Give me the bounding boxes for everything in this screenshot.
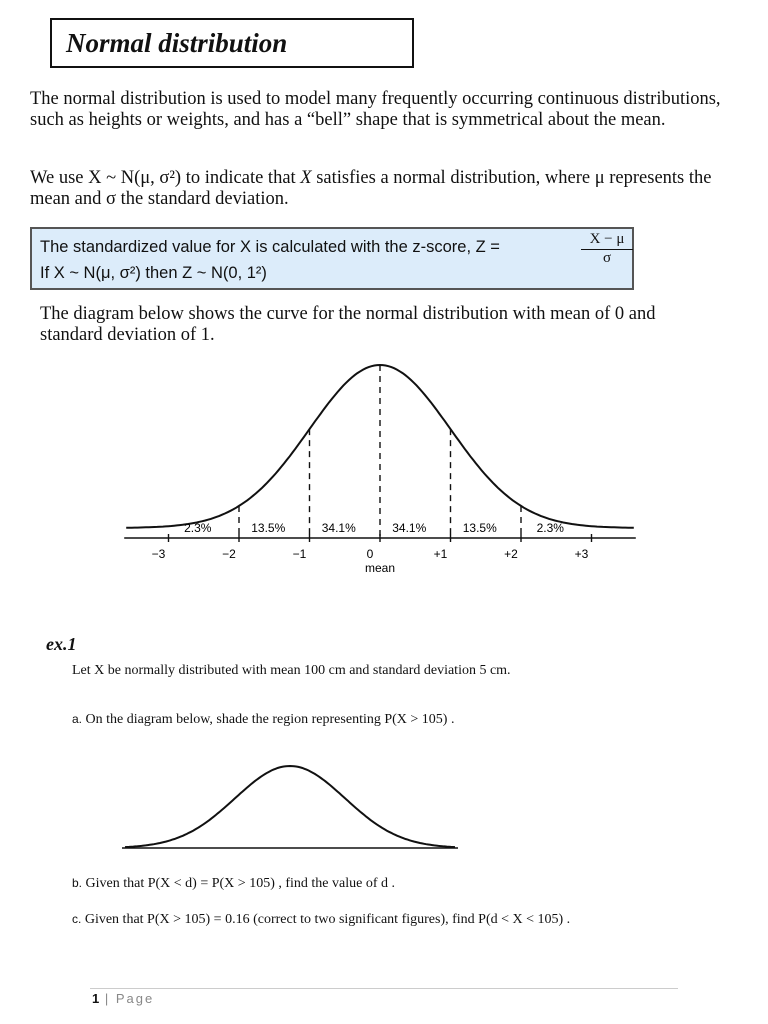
percent-label-0: 2.3%: [184, 521, 212, 535]
example-prompt: Let X be normally distributed with mean 100 cm and standard deviation 5 cm.: [72, 663, 511, 678]
question-b-label: b.: [72, 876, 83, 890]
page-footer: [92, 991, 154, 1006]
page-separator: |: [99, 991, 116, 1006]
zscore-line: The standardized value for X is calculated with the z-score, Z =: [40, 238, 500, 256]
notation-suffix: satisfies a normal distribution, where μ represents the mean and σ the standard deviation.: [30, 168, 712, 209]
x-tick-label-0: −3: [151, 547, 166, 561]
fraction-numerator: X − μ: [581, 231, 633, 250]
page-number: 1: [92, 991, 100, 1006]
x-tick-label-4: +1: [433, 547, 448, 561]
example-title: ex.1: [46, 634, 77, 654]
fraction-denominator: σ: [602, 250, 612, 266]
question-a-text: On the diagram below, shade the region representing P(X > 105) .: [85, 712, 455, 727]
x-tick-label-1: −2: [222, 547, 236, 561]
page-title: Normal distribution: [66, 28, 288, 58]
percent-label-5: 2.3%: [536, 521, 564, 535]
percent-label-4: 13.5%: [462, 521, 497, 535]
footer-divider: [90, 988, 678, 989]
diagram-intro: The diagram below shows the curve for the normal distribution with mean of 0 and standard deviation of 1.: [40, 304, 656, 345]
question-c: [72, 912, 570, 928]
exercise-bell-curve: [125, 766, 455, 847]
percent-label-1: 13.5%: [251, 521, 286, 535]
question-c-text: Given that P(X > 105) = 0.16 (correct to two significant figures), find P(d < X < 105) .: [84, 912, 571, 927]
notation-var: X: [300, 168, 312, 188]
page-word: Page: [115, 991, 155, 1006]
intro-paragraph: The normal distribution is used to model many frequently occurring continuous distributions, such as heights or weights, and has a “bell” shape that is symmetrical about the mean.: [30, 89, 721, 130]
notation-expr: X ~ N(μ, σ²): [88, 168, 182, 188]
question-a-label: a.: [72, 712, 83, 726]
x-tick-label-2: −1: [292, 547, 307, 561]
standard-normal-line: If X ~ N(μ, σ²) then Z ~ N(0, 1²): [40, 264, 267, 282]
x-tick-label-6: +3: [574, 547, 589, 561]
x-tick-label-5: +2: [504, 547, 518, 561]
percent-label-2: 34.1%: [321, 521, 356, 535]
notation-mid: to indicate that: [181, 168, 301, 188]
x-tick-label-3: 0: [366, 547, 374, 561]
percent-label-3: 34.1%: [392, 521, 427, 535]
question-b: [72, 876, 395, 892]
notation-prefix: We use: [30, 168, 89, 188]
question-a: [72, 712, 454, 728]
x-axis-label: mean: [364, 561, 396, 575]
question-c-label: c.: [72, 912, 82, 926]
question-b-text: Given that P(X < d) = P(X > 105) , find the value of d .: [85, 876, 395, 891]
